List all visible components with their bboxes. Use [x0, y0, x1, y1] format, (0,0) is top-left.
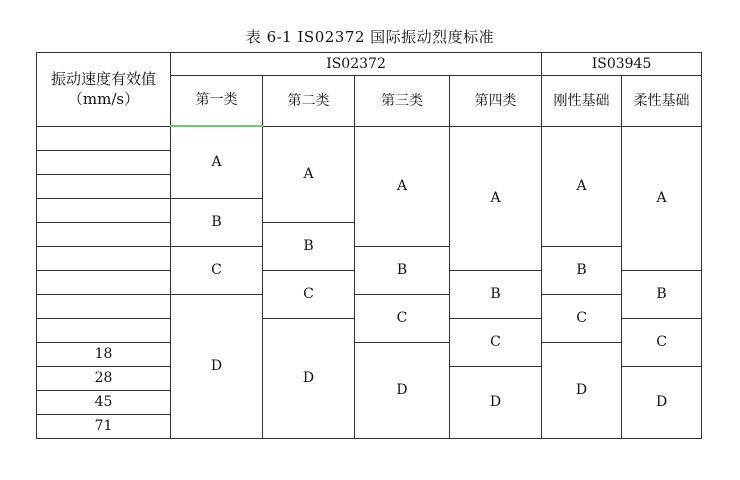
header-iso3945: IS03945: [542, 53, 702, 76]
speed-cell: [37, 174, 171, 198]
header-class-4: 第四类: [450, 76, 542, 127]
grade-cell-rigid-a: A: [542, 126, 622, 246]
speed-cell: [37, 198, 171, 222]
grade-cell-class4-a: A: [450, 126, 542, 270]
header-speed-column: 振动速度有效值（mm/s）: [37, 53, 171, 127]
header-rigid-foundation: 刚性基础: [542, 76, 622, 127]
grade-cell-class1-a: A: [171, 126, 263, 198]
grade-cell-class1-c: C: [171, 246, 263, 294]
speed-cell: [37, 150, 171, 174]
speed-cell: 71: [37, 414, 171, 438]
grade-cell-flexible-b: B: [622, 270, 702, 318]
grade-cell-flexible-d: D: [622, 366, 702, 438]
grade-cell-class3-b: B: [355, 246, 450, 294]
grade-cell-class1-b: B: [171, 198, 263, 246]
header-class-2: 第二类: [263, 76, 355, 127]
grade-cell-flexible-a: A: [622, 126, 702, 270]
speed-cell: [37, 294, 171, 318]
grade-cell-class4-b: B: [450, 270, 542, 318]
speed-cell: [37, 222, 171, 246]
grade-cell-class3-d: D: [355, 342, 450, 438]
speed-cell: [37, 126, 171, 150]
header-iso2372: IS02372: [171, 53, 542, 76]
grade-cell-class2-d: D: [263, 318, 355, 438]
grade-cell-class2-c: C: [263, 270, 355, 318]
speed-cell: [37, 270, 171, 294]
grade-cell-class4-c: C: [450, 318, 542, 366]
header-class-3: 第三类: [355, 76, 450, 127]
speed-cell: 45: [37, 390, 171, 414]
grade-cell-class2-a: A: [263, 126, 355, 222]
grade-cell-flexible-c: C: [622, 318, 702, 366]
speed-cell: 28: [37, 366, 171, 390]
grade-cell-class3-a: A: [355, 126, 450, 246]
grade-cell-class1-d: D: [171, 294, 263, 438]
speed-cell: 18: [37, 342, 171, 366]
header-class-1: 第一类: [171, 76, 263, 127]
vibration-severity-table: [36, 52, 702, 439]
grade-cell-rigid-d: D: [542, 342, 622, 438]
speed-cell: [37, 246, 171, 270]
grade-cell-class3-c: C: [355, 294, 450, 342]
grade-cell-rigid-c: C: [542, 294, 622, 342]
grade-cell-rigid-b: B: [542, 246, 622, 294]
grade-cell-class2-b: B: [263, 222, 355, 270]
grade-cell-class4-d: D: [450, 366, 542, 438]
speed-cell: [37, 318, 171, 342]
table-caption: 表 6-1 IS02372 国际振动烈度标准: [245, 28, 495, 46]
header-flexible-foundation: 柔性基础: [622, 76, 702, 127]
